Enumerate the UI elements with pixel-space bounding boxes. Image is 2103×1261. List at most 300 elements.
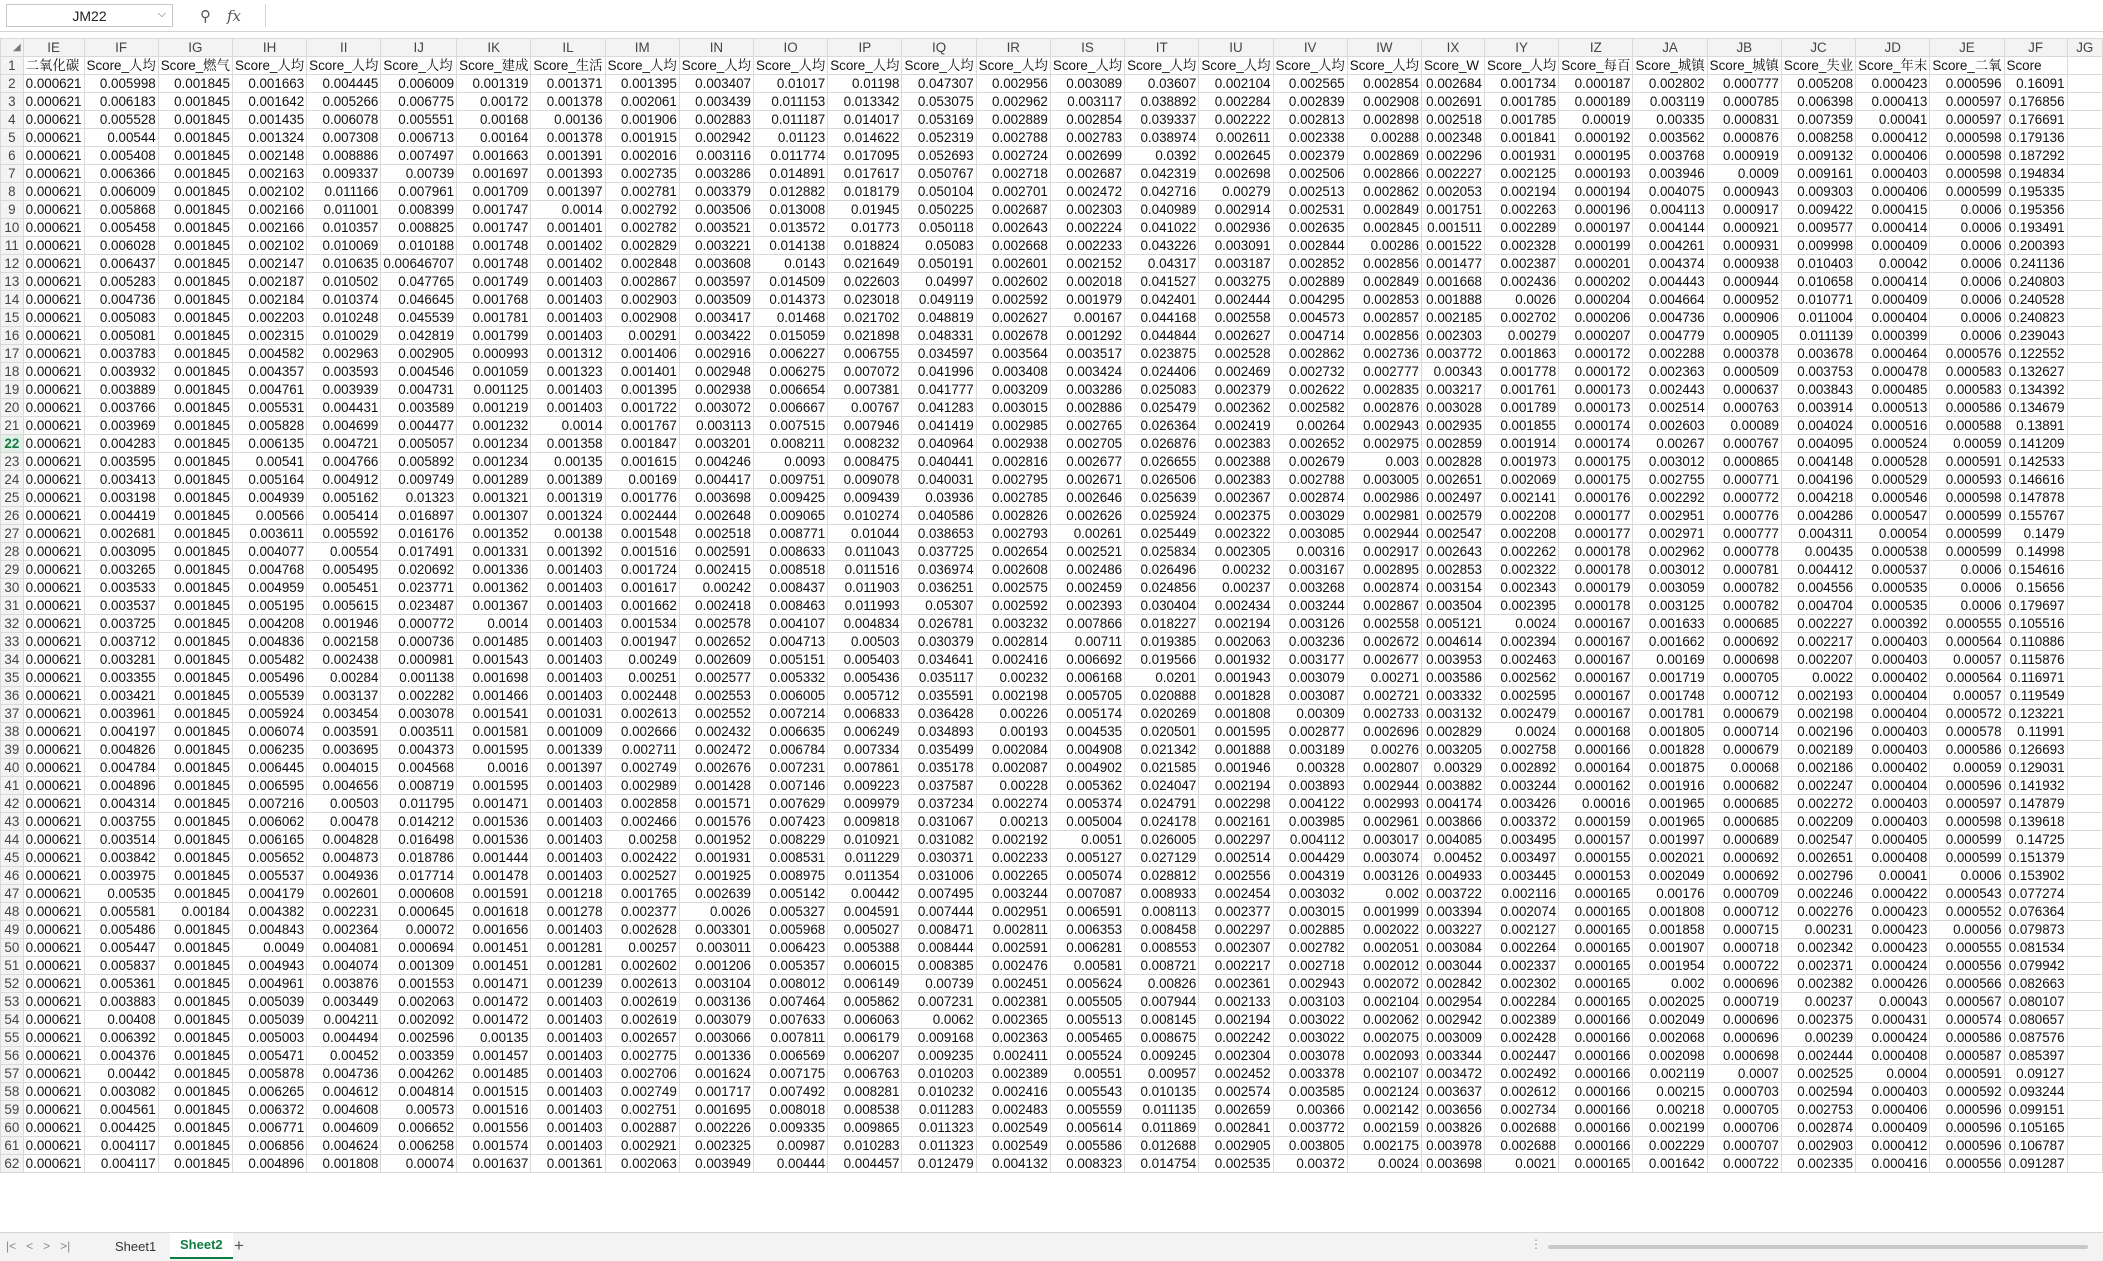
data-cell[interactable]: 0.000621 bbox=[23, 1137, 84, 1155]
data-cell[interactable]: 0.000528 bbox=[1856, 453, 1930, 471]
data-cell[interactable]: 0.001402 bbox=[531, 237, 605, 255]
data-cell[interactable]: 0.004936 bbox=[307, 867, 381, 885]
row-header[interactable]: 47 bbox=[1, 885, 24, 903]
data-cell[interactable]: 0.002841 bbox=[1199, 1119, 1273, 1137]
data-cell[interactable]: 0.001402 bbox=[531, 255, 605, 273]
data-cell[interactable]: 0.002859 bbox=[1421, 435, 1484, 453]
data-cell[interactable]: 0.005614 bbox=[1050, 1119, 1124, 1137]
data-cell[interactable]: 0.002159 bbox=[1347, 1119, 1421, 1137]
data-cell[interactable]: 0.001845 bbox=[158, 453, 232, 471]
data-cell[interactable]: 0.002362 bbox=[1199, 399, 1273, 417]
data-cell[interactable]: 0.014754 bbox=[1125, 1155, 1199, 1173]
header-cell[interactable] bbox=[2067, 57, 2102, 75]
data-cell[interactable]: 0.002297 bbox=[1199, 921, 1273, 939]
data-cell[interactable]: 0.007633 bbox=[754, 1011, 828, 1029]
data-cell[interactable]: 0.004721 bbox=[307, 435, 381, 453]
data-cell[interactable]: 0.003126 bbox=[1347, 867, 1421, 885]
row-header[interactable]: 44 bbox=[1, 831, 24, 849]
data-cell[interactable]: 0.000712 bbox=[1707, 687, 1781, 705]
data-cell[interactable]: 0.006028 bbox=[84, 237, 158, 255]
data-cell[interactable]: 0.002622 bbox=[1273, 381, 1347, 399]
data-cell[interactable]: 0.00041 bbox=[1856, 867, 1930, 885]
data-cell[interactable]: 0.005027 bbox=[828, 921, 902, 939]
data-cell[interactable]: 0.001591 bbox=[457, 885, 531, 903]
data-cell[interactable]: 0.001845 bbox=[158, 831, 232, 849]
data-cell[interactable]: 0.004612 bbox=[307, 1083, 381, 1101]
column-header[interactable]: IF bbox=[84, 39, 158, 57]
data-cell[interactable]: 0.007444 bbox=[902, 903, 976, 921]
data-cell[interactable]: 0.000621 bbox=[23, 615, 84, 633]
data-cell[interactable]: 0.179697 bbox=[2004, 597, 2067, 615]
data-cell[interactable]: 0.001999 bbox=[1347, 903, 1421, 921]
data-cell[interactable]: 0.035591 bbox=[902, 687, 976, 705]
data-cell[interactable]: 0.001765 bbox=[605, 885, 679, 903]
data-cell[interactable]: 0.003421 bbox=[84, 687, 158, 705]
data-cell[interactable]: 0.000621 bbox=[23, 489, 84, 507]
row-header[interactable]: 33 bbox=[1, 633, 24, 651]
header-cell[interactable]: Score_人均 bbox=[976, 57, 1050, 75]
data-cell[interactable]: 0.001444 bbox=[457, 849, 531, 867]
name-box[interactable] bbox=[6, 4, 173, 27]
data-cell[interactable]: 0.005892 bbox=[381, 453, 457, 471]
row-header[interactable]: 25 bbox=[1, 489, 24, 507]
data-cell[interactable]: 0.000596 bbox=[1930, 75, 2004, 93]
data-cell[interactable]: 0.001548 bbox=[605, 525, 679, 543]
data-cell[interactable]: 0.000403 bbox=[1856, 723, 1930, 741]
data-cell[interactable]: 0.004714 bbox=[1273, 327, 1347, 345]
header-cell[interactable]: Score_人均 bbox=[1347, 57, 1421, 75]
data-cell[interactable]: 0.003103 bbox=[1273, 993, 1347, 1011]
data-cell[interactable]: 0.031082 bbox=[902, 831, 976, 849]
data-cell[interactable]: 0.008719 bbox=[381, 777, 457, 795]
data-cell[interactable]: 0.002672 bbox=[1347, 633, 1421, 651]
data-cell[interactable]: 0.001395 bbox=[605, 381, 679, 399]
row-header[interactable]: 55 bbox=[1, 1029, 24, 1047]
data-cell[interactable]: 0.005327 bbox=[754, 903, 828, 921]
data-cell[interactable]: 0.002242 bbox=[1199, 1029, 1273, 1047]
data-cell[interactable]: 0.000178 bbox=[1559, 597, 1633, 615]
data-cell[interactable]: 0.002247 bbox=[1781, 777, 1855, 795]
data-cell[interactable]: 0.000621 bbox=[23, 1083, 84, 1101]
data-cell[interactable]: 0.002676 bbox=[679, 759, 753, 777]
empty-cell[interactable] bbox=[2067, 381, 2102, 399]
data-cell[interactable]: 0.001845 bbox=[158, 723, 232, 741]
data-cell[interactable]: 0.003882 bbox=[1421, 777, 1484, 795]
data-cell[interactable]: 0.000547 bbox=[1856, 507, 1930, 525]
data-cell[interactable]: 0.003078 bbox=[381, 705, 457, 723]
data-cell[interactable]: 0.002322 bbox=[1485, 561, 1559, 579]
column-header[interactable]: IN bbox=[679, 39, 753, 57]
data-cell[interactable]: 0.039337 bbox=[1125, 111, 1199, 129]
data-cell[interactable]: 0.003104 bbox=[679, 975, 753, 993]
data-cell[interactable]: 0.002497 bbox=[1421, 489, 1484, 507]
row-header[interactable]: 16 bbox=[1, 327, 24, 345]
data-cell[interactable]: 0.010502 bbox=[307, 273, 381, 291]
data-cell[interactable]: 0.003029 bbox=[1273, 507, 1347, 525]
data-cell[interactable]: 0.001511 bbox=[1421, 219, 1484, 237]
data-cell[interactable]: 0.00767 bbox=[828, 399, 902, 417]
data-cell[interactable]: 0.00452 bbox=[1421, 849, 1484, 867]
data-cell[interactable]: 0.000413 bbox=[1856, 93, 1930, 111]
data-cell[interactable]: 0.008771 bbox=[754, 525, 828, 543]
data-cell[interactable]: 0.001781 bbox=[1633, 705, 1707, 723]
data-cell[interactable]: 0.000556 bbox=[1930, 1155, 2004, 1173]
data-cell[interactable]: 0.002938 bbox=[679, 381, 753, 399]
data-cell[interactable]: 0.003167 bbox=[1273, 561, 1347, 579]
data-cell[interactable]: 0.01773 bbox=[828, 219, 902, 237]
data-cell[interactable]: 0.044844 bbox=[1125, 327, 1199, 345]
data-cell[interactable]: 0.002393 bbox=[1050, 597, 1124, 615]
data-cell[interactable]: 0.000153 bbox=[1559, 867, 1633, 885]
data-cell[interactable]: 0.002307 bbox=[1199, 939, 1273, 957]
data-cell[interactable]: 0.007464 bbox=[754, 993, 828, 1011]
data-cell[interactable]: 0.005081 bbox=[84, 327, 158, 345]
data-cell[interactable]: 0.001378 bbox=[531, 129, 605, 147]
data-cell[interactable]: 0.00279 bbox=[1485, 327, 1559, 345]
data-cell[interactable]: 0.009245 bbox=[1125, 1047, 1199, 1065]
data-cell[interactable]: 0.004262 bbox=[381, 1065, 457, 1083]
data-cell[interactable]: 0.000692 bbox=[1707, 849, 1781, 867]
data-cell[interactable]: 0.000598 bbox=[1930, 129, 2004, 147]
data-cell[interactable]: 0.002506 bbox=[1273, 165, 1347, 183]
data-cell[interactable]: 0.002853 bbox=[1421, 561, 1484, 579]
data-cell[interactable]: 0.002379 bbox=[1199, 381, 1273, 399]
select-all-corner[interactable]: ◢ bbox=[1, 39, 24, 57]
header-cell[interactable]: Score_生活 bbox=[531, 57, 605, 75]
data-cell[interactable]: 0.006015 bbox=[828, 957, 902, 975]
data-cell[interactable]: 0.000574 bbox=[1930, 1011, 2004, 1029]
data-cell[interactable]: 0.002733 bbox=[1347, 705, 1421, 723]
data-cell[interactable]: 0.002582 bbox=[1273, 399, 1347, 417]
data-cell[interactable]: 0.004443 bbox=[1633, 273, 1707, 291]
data-cell[interactable]: 0.002657 bbox=[605, 1029, 679, 1047]
data-cell[interactable]: 0.002274 bbox=[976, 795, 1050, 813]
data-cell[interactable]: 0.04317 bbox=[1125, 255, 1199, 273]
empty-cell[interactable] bbox=[2067, 975, 2102, 993]
data-cell[interactable]: 0.002379 bbox=[1273, 147, 1347, 165]
data-cell[interactable]: 0.002363 bbox=[1633, 363, 1707, 381]
data-cell[interactable]: 0.002594 bbox=[1781, 1083, 1855, 1101]
header-cell[interactable]: Score_人均 bbox=[84, 57, 158, 75]
data-cell[interactable]: 0.002514 bbox=[1633, 399, 1707, 417]
row-header[interactable]: 41 bbox=[1, 777, 24, 795]
data-cell[interactable]: 0.141932 bbox=[2004, 777, 2067, 795]
data-cell[interactable]: 0.003562 bbox=[1633, 129, 1707, 147]
data-cell[interactable]: 0.003585 bbox=[1273, 1083, 1347, 1101]
data-cell[interactable]: 0.002125 bbox=[1485, 165, 1559, 183]
data-cell[interactable]: 0.000166 bbox=[1559, 1119, 1633, 1137]
data-cell[interactable]: 0.00019 bbox=[1559, 111, 1633, 129]
data-cell[interactable]: 0.001954 bbox=[1633, 957, 1707, 975]
data-cell[interactable]: 0.002892 bbox=[1485, 759, 1559, 777]
data-cell[interactable]: 0.001845 bbox=[158, 1047, 232, 1065]
data-cell[interactable]: 0.00136 bbox=[531, 111, 605, 129]
data-cell[interactable]: 0.000597 bbox=[1930, 93, 2004, 111]
data-cell[interactable]: 0.002072 bbox=[1347, 975, 1421, 993]
data-cell[interactable]: 0.000709 bbox=[1707, 885, 1781, 903]
data-cell[interactable]: 0.008232 bbox=[828, 435, 902, 453]
data-cell[interactable]: 0.006595 bbox=[232, 777, 306, 795]
data-cell[interactable]: 0.003281 bbox=[84, 651, 158, 669]
data-cell[interactable]: 0.002701 bbox=[976, 183, 1050, 201]
data-cell[interactable]: 0.002209 bbox=[1781, 813, 1855, 831]
data-cell[interactable]: 0.017617 bbox=[828, 165, 902, 183]
data-cell[interactable]: 0.004873 bbox=[307, 849, 381, 867]
row-header[interactable]: 46 bbox=[1, 867, 24, 885]
data-cell[interactable]: 0.002609 bbox=[679, 651, 753, 669]
data-cell[interactable]: 0.002869 bbox=[1347, 147, 1421, 165]
data-cell[interactable]: 0.001278 bbox=[531, 903, 605, 921]
data-cell[interactable]: 0.001748 bbox=[457, 255, 531, 273]
data-cell[interactable]: 0.003611 bbox=[232, 525, 306, 543]
data-cell[interactable]: 0.003939 bbox=[307, 381, 381, 399]
data-cell[interactable]: 0.002194 bbox=[1199, 615, 1273, 633]
data-cell[interactable]: 0.038892 bbox=[1125, 93, 1199, 111]
data-cell[interactable]: 0.003017 bbox=[1347, 831, 1421, 849]
row-header[interactable]: 32 bbox=[1, 615, 24, 633]
data-cell[interactable]: 0.0006 bbox=[1930, 327, 2004, 345]
data-cell[interactable]: 0.003783 bbox=[84, 345, 158, 363]
data-cell[interactable]: 0.002389 bbox=[1485, 1011, 1559, 1029]
data-cell[interactable]: 0.001855 bbox=[1485, 417, 1559, 435]
data-cell[interactable]: 0.003597 bbox=[679, 273, 753, 291]
data-cell[interactable]: 0.002302 bbox=[1485, 975, 1559, 993]
data-cell[interactable]: 0.000782 bbox=[1707, 579, 1781, 597]
data-cell[interactable]: 0.004179 bbox=[232, 885, 306, 903]
data-cell[interactable]: 0.008458 bbox=[1125, 921, 1199, 939]
data-cell[interactable]: 0.021585 bbox=[1125, 759, 1199, 777]
data-cell[interactable]: 0.001845 bbox=[158, 795, 232, 813]
data-cell[interactable]: 0.001845 bbox=[158, 345, 232, 363]
data-cell[interactable]: 0.001747 bbox=[457, 201, 531, 219]
data-cell[interactable]: 0.000621 bbox=[23, 1119, 84, 1137]
data-cell[interactable]: 0.002835 bbox=[1347, 381, 1421, 399]
data-cell[interactable]: 0.024047 bbox=[1125, 777, 1199, 795]
data-cell[interactable]: 0.00041 bbox=[1856, 111, 1930, 129]
data-cell[interactable]: 0.0024 bbox=[1485, 615, 1559, 633]
data-cell[interactable]: 0.001845 bbox=[158, 813, 232, 831]
data-cell[interactable]: 0.017714 bbox=[381, 867, 457, 885]
data-cell[interactable]: 0.000685 bbox=[1707, 795, 1781, 813]
column-header[interactable]: IR bbox=[976, 39, 1050, 57]
header-cell[interactable]: Score_人均 bbox=[1125, 57, 1199, 75]
data-cell[interactable]: 0.052693 bbox=[902, 147, 976, 165]
data-cell[interactable]: 0.002702 bbox=[1485, 309, 1559, 327]
data-cell[interactable]: 0.002343 bbox=[1485, 579, 1559, 597]
row-header[interactable]: 42 bbox=[1, 795, 24, 813]
data-cell[interactable]: 0.004561 bbox=[84, 1101, 158, 1119]
empty-cell[interactable] bbox=[2067, 435, 2102, 453]
data-cell[interactable]: 0.080657 bbox=[2004, 1011, 2067, 1029]
data-cell[interactable]: 0.000931 bbox=[1707, 237, 1781, 255]
empty-cell[interactable] bbox=[2067, 741, 2102, 759]
data-cell[interactable]: 0.004731 bbox=[381, 381, 457, 399]
data-cell[interactable]: 0.002148 bbox=[232, 147, 306, 165]
data-cell[interactable]: 0.009577 bbox=[1781, 219, 1855, 237]
data-cell[interactable]: 0.016498 bbox=[381, 831, 457, 849]
data-cell[interactable]: 0.002166 bbox=[232, 219, 306, 237]
data-cell[interactable]: 0.002677 bbox=[1050, 453, 1124, 471]
data-cell[interactable]: 0.002699 bbox=[1050, 147, 1124, 165]
data-cell[interactable]: 0.002989 bbox=[605, 777, 679, 795]
data-cell[interactable]: 0.000621 bbox=[23, 579, 84, 597]
data-cell[interactable]: 0.011187 bbox=[754, 111, 828, 129]
column-header[interactable]: IS bbox=[1050, 39, 1124, 57]
data-cell[interactable]: 0.00335 bbox=[1633, 111, 1707, 129]
data-cell[interactable]: 0.052319 bbox=[902, 129, 976, 147]
header-cell[interactable]: Score_失业 bbox=[1781, 57, 1855, 75]
data-cell[interactable]: 0.000426 bbox=[1856, 975, 1930, 993]
data-cell[interactable]: 0.000402 bbox=[1856, 759, 1930, 777]
data-cell[interactable]: 0.001125 bbox=[457, 381, 531, 399]
column-header[interactable]: IU bbox=[1199, 39, 1273, 57]
data-cell[interactable]: 0.006392 bbox=[84, 1029, 158, 1047]
data-cell[interactable]: 0.00646707 bbox=[381, 255, 457, 273]
data-cell[interactable]: 0.000597 bbox=[1930, 111, 2004, 129]
data-cell[interactable]: 0.002486 bbox=[1050, 561, 1124, 579]
data-cell[interactable]: 0.006078 bbox=[307, 111, 381, 129]
data-cell[interactable]: 0.047307 bbox=[902, 75, 976, 93]
empty-cell[interactable] bbox=[2067, 1029, 2102, 1047]
data-cell[interactable]: 0.001362 bbox=[457, 579, 531, 597]
data-cell[interactable]: 0.002483 bbox=[976, 1101, 1050, 1119]
data-cell[interactable]: 0.003286 bbox=[1050, 381, 1124, 399]
data-cell[interactable]: 0.004412 bbox=[1781, 561, 1855, 579]
data-cell[interactable]: 0.003084 bbox=[1421, 939, 1484, 957]
data-cell[interactable]: 0.002887 bbox=[605, 1119, 679, 1137]
row-header[interactable]: 56 bbox=[1, 1047, 24, 1065]
data-cell[interactable]: 0.002348 bbox=[1421, 129, 1484, 147]
data-cell[interactable]: 0.002063 bbox=[1199, 633, 1273, 651]
data-cell[interactable]: 0.00228 bbox=[976, 777, 1050, 795]
data-cell[interactable]: 0.003085 bbox=[1273, 525, 1347, 543]
data-cell[interactable]: 0.001553 bbox=[381, 975, 457, 993]
row-header[interactable]: 26 bbox=[1, 507, 24, 525]
data-cell[interactable]: 0.001845 bbox=[158, 273, 232, 291]
data-cell[interactable]: 0.006005 bbox=[754, 687, 828, 705]
data-cell[interactable]: 0.002418 bbox=[679, 597, 753, 615]
data-cell[interactable]: 0.002862 bbox=[1347, 183, 1421, 201]
data-cell[interactable]: 0.002514 bbox=[1199, 849, 1273, 867]
data-cell[interactable]: 0.001845 bbox=[158, 849, 232, 867]
data-cell[interactable]: 0.004429 bbox=[1273, 849, 1347, 867]
data-cell[interactable]: 0.007146 bbox=[754, 777, 828, 795]
data-cell[interactable]: 0.000621 bbox=[23, 741, 84, 759]
data-cell[interactable]: 0.176856 bbox=[2004, 93, 2067, 111]
data-cell[interactable]: 0.005712 bbox=[828, 687, 902, 705]
data-cell[interactable]: 0.000993 bbox=[457, 345, 531, 363]
empty-cell[interactable] bbox=[2067, 651, 2102, 669]
data-cell[interactable]: 0.000162 bbox=[1559, 777, 1633, 795]
data-cell[interactable]: 0.000679 bbox=[1707, 741, 1781, 759]
data-cell[interactable]: 0.002595 bbox=[1485, 687, 1559, 705]
data-cell[interactable]: 0.005283 bbox=[84, 273, 158, 291]
data-cell[interactable]: 0.004896 bbox=[84, 777, 158, 795]
data-cell[interactable]: 0.000583 bbox=[1930, 381, 2004, 399]
column-header[interactable]: IW bbox=[1347, 39, 1421, 57]
row-header[interactable]: 58 bbox=[1, 1083, 24, 1101]
data-cell[interactable]: 0.081534 bbox=[2004, 939, 2067, 957]
data-cell[interactable]: 0.003914 bbox=[1781, 399, 1855, 417]
data-cell[interactable]: 0.009235 bbox=[902, 1047, 976, 1065]
data-cell[interactable]: 0.004826 bbox=[84, 741, 158, 759]
data-cell[interactable]: 0.008886 bbox=[307, 147, 381, 165]
data-cell[interactable]: 0.044168 bbox=[1125, 309, 1199, 327]
data-cell[interactable]: 0.003189 bbox=[1273, 741, 1347, 759]
data-cell[interactable]: 0.008399 bbox=[381, 201, 457, 219]
data-cell[interactable]: 0.0021 bbox=[1485, 1155, 1559, 1173]
data-cell[interactable]: 0.139618 bbox=[2004, 813, 2067, 831]
data-cell[interactable]: 0.077274 bbox=[2004, 885, 2067, 903]
row-header[interactable]: 30 bbox=[1, 579, 24, 597]
data-cell[interactable]: 0.00242 bbox=[679, 579, 753, 597]
data-cell[interactable]: 0.007861 bbox=[828, 759, 902, 777]
data-cell[interactable]: 0.002783 bbox=[1050, 129, 1124, 147]
data-cell[interactable]: 0.091287 bbox=[2004, 1155, 2067, 1173]
data-cell[interactable]: 0.000981 bbox=[381, 651, 457, 669]
data-cell[interactable]: 0.003117 bbox=[1050, 93, 1124, 111]
data-cell[interactable]: 0.026496 bbox=[1125, 561, 1199, 579]
data-cell[interactable]: 0.004908 bbox=[1050, 741, 1124, 759]
data-cell[interactable]: 0.053075 bbox=[902, 93, 976, 111]
data-cell[interactable]: 0.003359 bbox=[381, 1047, 457, 1065]
column-header[interactable]: JC bbox=[1781, 39, 1855, 57]
data-cell[interactable]: 0.000414 bbox=[1856, 219, 1930, 237]
data-cell[interactable]: 0.010135 bbox=[1125, 1083, 1199, 1101]
data-cell[interactable]: 0.000422 bbox=[1856, 885, 1930, 903]
data-cell[interactable]: 0.005408 bbox=[84, 147, 158, 165]
data-cell[interactable]: 0.003344 bbox=[1421, 1047, 1484, 1065]
data-cell[interactable]: 0.001556 bbox=[457, 1119, 531, 1137]
data-cell[interactable]: 0.040586 bbox=[902, 507, 976, 525]
data-cell[interactable]: 0.001336 bbox=[679, 1047, 753, 1065]
data-cell[interactable]: 0.00503 bbox=[307, 795, 381, 813]
data-cell[interactable]: 0.004535 bbox=[1050, 723, 1124, 741]
data-cell[interactable]: 0.000598 bbox=[1930, 165, 2004, 183]
data-cell[interactable]: 0.001624 bbox=[679, 1065, 753, 1083]
data-cell[interactable]: 0.193491 bbox=[2004, 219, 2067, 237]
data-cell[interactable]: 0.010274 bbox=[828, 507, 902, 525]
data-cell[interactable]: 0.002367 bbox=[1199, 489, 1273, 507]
data-cell[interactable]: 0.001845 bbox=[158, 165, 232, 183]
data-cell[interactable]: 0.005828 bbox=[232, 417, 306, 435]
data-cell[interactable]: 0.001845 bbox=[158, 111, 232, 129]
data-cell[interactable]: 0.003125 bbox=[1633, 597, 1707, 615]
header-cell[interactable]: Score bbox=[2004, 57, 2067, 75]
data-cell[interactable]: 0.000698 bbox=[1707, 1047, 1781, 1065]
data-cell[interactable]: 0.016897 bbox=[381, 507, 457, 525]
data-cell[interactable]: 0.006652 bbox=[381, 1119, 457, 1137]
empty-cell[interactable] bbox=[2067, 201, 2102, 219]
data-cell[interactable]: 0.003187 bbox=[1199, 255, 1273, 273]
data-cell[interactable]: 0.002788 bbox=[1273, 471, 1347, 489]
data-cell[interactable]: 0.002395 bbox=[1485, 597, 1559, 615]
data-cell[interactable]: 0.001845 bbox=[158, 381, 232, 399]
data-cell[interactable]: 0.004736 bbox=[84, 291, 158, 309]
data-cell[interactable]: 0.001485 bbox=[457, 1065, 531, 1083]
data-cell[interactable]: 0.000722 bbox=[1707, 1155, 1781, 1173]
data-cell[interactable]: 0.002549 bbox=[976, 1119, 1050, 1137]
data-cell[interactable]: 0.004656 bbox=[307, 777, 381, 795]
data-cell[interactable]: 0.0392 bbox=[1125, 147, 1199, 165]
data-cell[interactable]: 0.00284 bbox=[307, 669, 381, 687]
data-cell[interactable]: 0.011043 bbox=[828, 543, 902, 561]
data-cell[interactable]: 0.005528 bbox=[84, 111, 158, 129]
data-cell[interactable]: 0.043226 bbox=[1125, 237, 1199, 255]
data-cell[interactable]: 0.126693 bbox=[2004, 741, 2067, 759]
data-cell[interactable]: 0.000509 bbox=[1707, 363, 1781, 381]
data-cell[interactable]: 0.008538 bbox=[828, 1101, 902, 1119]
